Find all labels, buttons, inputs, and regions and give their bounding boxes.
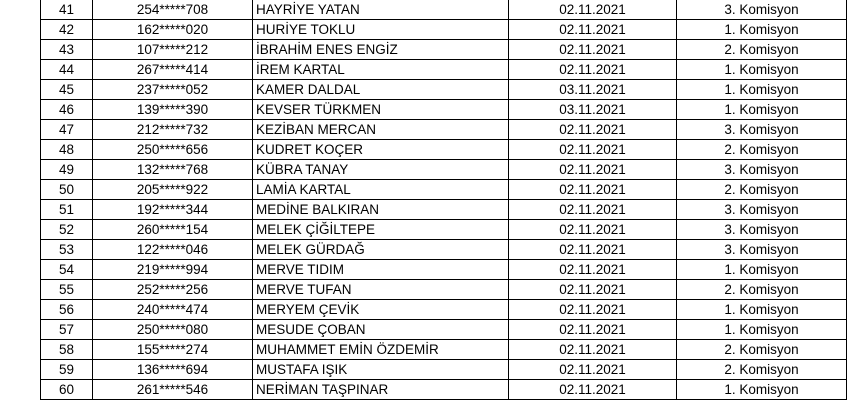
date-cell: 03.11.2021 [509, 100, 677, 120]
row-number-cell: 42 [41, 20, 93, 40]
date-cell: 02.11.2021 [509, 240, 677, 260]
full-name-cell: MUHAMMET EMİN ÖZDEMİR [253, 340, 509, 360]
commission-cell: 1. Komisyon [677, 60, 847, 80]
row-number-cell: 60 [41, 380, 93, 400]
date-cell: 02.11.2021 [509, 40, 677, 60]
table-row [41, 360, 847, 380]
commission-cell: 3. Komisyon [677, 0, 847, 20]
row-number-cell: 48 [41, 140, 93, 160]
commission-cell: 3. Komisyon [677, 200, 847, 220]
date-cell: 02.11.2021 [509, 60, 677, 80]
full-name-cell: MUSTAFA IŞIK [253, 360, 509, 380]
date-cell: 02.11.2021 [509, 200, 677, 220]
commission-cell: 2. Komisyon [677, 280, 847, 300]
table-row [41, 180, 847, 200]
table-row [41, 20, 847, 40]
table-row [41, 220, 847, 240]
commission-cell: 1. Komisyon [677, 20, 847, 40]
date-cell: 02.11.2021 [509, 180, 677, 200]
full-name-cell: MEDİNE BALKIRAN [253, 200, 509, 220]
table-row [41, 300, 847, 320]
commission-cell: 1. Komisyon [677, 100, 847, 120]
table-row [41, 120, 847, 140]
id-number-cell: 162*****020 [93, 20, 253, 40]
candidate-table [40, 0, 847, 400]
id-number-cell: 122*****046 [93, 240, 253, 260]
date-cell: 02.11.2021 [509, 300, 677, 320]
id-number-cell: 237*****052 [93, 80, 253, 100]
id-number-cell: 107*****212 [93, 40, 253, 60]
row-number-cell: 46 [41, 100, 93, 120]
id-number-cell: 155*****274 [93, 340, 253, 360]
table-row [41, 140, 847, 160]
full-name-cell: HURİYE TOKLU [253, 20, 509, 40]
row-number-cell: 59 [41, 360, 93, 380]
candidate-table-body [41, 0, 847, 400]
id-number-cell: 240*****474 [93, 300, 253, 320]
table-row [41, 320, 847, 340]
commission-cell: 3. Komisyon [677, 120, 847, 140]
id-number-cell: 139*****390 [93, 100, 253, 120]
commission-cell: 2. Komisyon [677, 360, 847, 380]
table-row [41, 60, 847, 80]
commission-cell: 3. Komisyon [677, 220, 847, 240]
commission-cell: 1. Komisyon [677, 260, 847, 280]
row-number-cell: 51 [41, 200, 93, 220]
row-number-cell: 57 [41, 320, 93, 340]
full-name-cell: İREM KARTAL [253, 60, 509, 80]
commission-cell: 1. Komisyon [677, 320, 847, 340]
date-cell: 02.11.2021 [509, 140, 677, 160]
full-name-cell: KAMER DALDAL [253, 80, 509, 100]
row-number-cell: 55 [41, 280, 93, 300]
date-cell: 02.11.2021 [509, 260, 677, 280]
full-name-cell: MERYEM ÇEVİK [253, 300, 509, 320]
row-number-cell: 54 [41, 260, 93, 280]
full-name-cell: MELEK GÜRDAĞ [253, 240, 509, 260]
row-number-cell: 45 [41, 80, 93, 100]
id-number-cell: 261*****546 [93, 380, 253, 400]
commission-cell: 1. Komisyon [677, 380, 847, 400]
row-number-cell: 44 [41, 60, 93, 80]
full-name-cell: KEZİBAN MERCAN [253, 120, 509, 140]
id-number-cell: 205*****922 [93, 180, 253, 200]
row-number-cell: 56 [41, 300, 93, 320]
full-name-cell: KUDRET KOÇER [253, 140, 509, 160]
date-cell: 02.11.2021 [509, 360, 677, 380]
row-number-cell: 50 [41, 180, 93, 200]
table-row [41, 40, 847, 60]
row-number-cell: 53 [41, 240, 93, 260]
commission-cell: 2. Komisyon [677, 180, 847, 200]
full-name-cell: NERİMAN TAŞPINAR [253, 380, 509, 400]
full-name-cell: MERVE TIDIM [253, 260, 509, 280]
commission-cell: 3. Komisyon [677, 160, 847, 180]
table-row [41, 280, 847, 300]
table-row [41, 380, 847, 400]
date-cell: 02.11.2021 [509, 380, 677, 400]
id-number-cell: 250*****080 [93, 320, 253, 340]
commission-cell: 2. Komisyon [677, 340, 847, 360]
id-number-cell: 254*****708 [93, 0, 253, 20]
full-name-cell: LAMİA KARTAL [253, 180, 509, 200]
row-number-cell: 41 [41, 0, 93, 20]
id-number-cell: 136*****694 [93, 360, 253, 380]
full-name-cell: MESUDE ÇOBAN [253, 320, 509, 340]
date-cell: 02.11.2021 [509, 280, 677, 300]
row-number-cell: 49 [41, 160, 93, 180]
commission-cell: 3. Komisyon [677, 240, 847, 260]
id-number-cell: 252*****256 [93, 280, 253, 300]
table-row [41, 160, 847, 180]
table-row [41, 100, 847, 120]
full-name-cell: KEVSER TÜRKMEN [253, 100, 509, 120]
date-cell: 02.11.2021 [509, 340, 677, 360]
commission-cell: 2. Komisyon [677, 40, 847, 60]
full-name-cell: HAYRİYE YATAN [253, 0, 509, 20]
row-number-cell: 47 [41, 120, 93, 140]
date-cell: 02.11.2021 [509, 20, 677, 40]
date-cell: 02.11.2021 [509, 160, 677, 180]
table-row [41, 80, 847, 100]
full-name-cell: İBRAHİM ENES ENGİZ [253, 40, 509, 60]
id-number-cell: 219*****994 [93, 260, 253, 280]
row-number-cell: 52 [41, 220, 93, 240]
full-name-cell: MELEK ÇİĞİLTEPE [253, 220, 509, 240]
date-cell: 02.11.2021 [509, 120, 677, 140]
id-number-cell: 192*****344 [93, 200, 253, 220]
table-row [41, 340, 847, 360]
date-cell: 02.11.2021 [509, 220, 677, 240]
table-row [41, 0, 847, 20]
id-number-cell: 212*****732 [93, 120, 253, 140]
table-row [41, 200, 847, 220]
row-number-cell: 43 [41, 40, 93, 60]
id-number-cell: 132*****768 [93, 160, 253, 180]
commission-cell: 2. Komisyon [677, 140, 847, 160]
row-number-cell: 58 [41, 340, 93, 360]
date-cell: 02.11.2021 [509, 320, 677, 340]
commission-cell: 1. Komisyon [677, 300, 847, 320]
full-name-cell: MERVE TUFAN [253, 280, 509, 300]
id-number-cell: 260*****154 [93, 220, 253, 240]
date-cell: 02.11.2021 [509, 0, 677, 20]
full-name-cell: KÜBRA TANAY [253, 160, 509, 180]
table-row [41, 260, 847, 280]
date-cell: 03.11.2021 [509, 80, 677, 100]
id-number-cell: 267*****414 [93, 60, 253, 80]
id-number-cell: 250*****656 [93, 140, 253, 160]
commission-cell: 1. Komisyon [677, 80, 847, 100]
table-row [41, 240, 847, 260]
